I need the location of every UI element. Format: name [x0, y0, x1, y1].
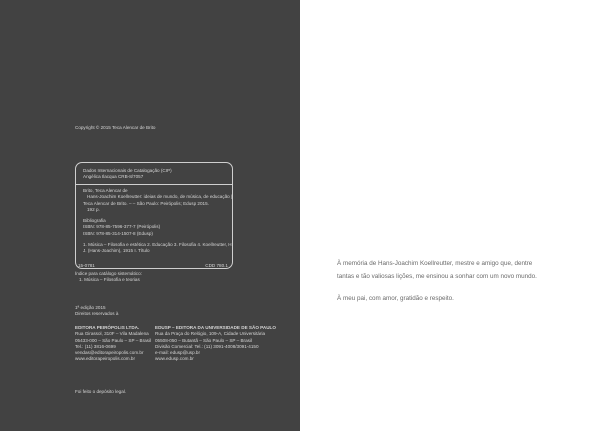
publisher-address: 05433-000 – São Paulo – SP – Brasil	[75, 337, 152, 343]
cip-body	[83, 188, 233, 255]
publisher-email: e-mail: edusp@usp.br	[155, 350, 201, 356]
cip-subjects-line: J. (Hans-Joachim), 1915 I. Título	[83, 248, 150, 254]
publisher-name: EDITORA PEIRÓPOLIS LTDA.	[75, 325, 140, 330]
cip-heading	[83, 168, 172, 181]
cip-class-number: 15-0781	[78, 263, 95, 268]
publisher-address: 05508-050 – Butantã – São Paulo – SP – Brasil	[155, 337, 252, 343]
dedication-page	[300, 0, 600, 431]
cip-divider	[76, 184, 232, 185]
publisher-website: www.edusp.com.br	[155, 356, 194, 362]
dedication-text	[337, 258, 537, 306]
publisher-edusp	[155, 325, 276, 363]
cip-isbn: ISBN: 978-85-314-1507-8 (Edusp)	[83, 230, 153, 236]
index-entry: 1. Música – Filosofia e teorias	[79, 277, 140, 283]
legal-deposit-note: Foi feito o depósito legal.	[75, 389, 127, 394]
publisher-name: EDUSP – EDITORA DA UNIVERSIDADE DE SÃO PAULO	[155, 325, 276, 330]
cip-librarian-line: Angélica Ilacqua CRB-8/7057	[83, 174, 144, 180]
rights-line: Direitos reservados à	[75, 311, 119, 317]
cip-author: Brito, Teca Alencar de	[83, 188, 128, 193]
copyright-notice: Copyright © 2015 Teca Alencar de Brito	[75, 125, 156, 130]
cip-heading-line: Dados Internacionais de Catalogação (CIP)	[83, 168, 172, 173]
systematic-index	[75, 271, 142, 284]
cip-subjects-line: 1. Música – Filosofia e estética 2. Educação 3. Filosofia 4. Koellreutter, H.	[83, 242, 233, 248]
dedication-line: tantas e tão valiosas lições, me ensinou a sonhar com um novo mundo.	[337, 272, 537, 280]
cip-title-line: Teca Alencar de Brito. – – São Paulo: Peirópolis; Edusp 2015.	[83, 200, 209, 206]
publisher-email: vendas@editorapeiropolis.com.br	[75, 350, 144, 356]
publisher-address: Rua Girassol, 310F – Vila Madalena	[75, 331, 149, 337]
dedication-line: À memória de Hans-Joachim Koellreutter, mestre e amigo que, dentre	[337, 260, 533, 267]
cip-pages: 192 p.	[87, 206, 100, 212]
cataloging-record-box	[75, 162, 233, 269]
publisher-address: Rua da Praça do Relógio, 109-A, Cidade Universitária	[155, 331, 266, 337]
edition-line: 1ª edição 2015	[75, 305, 106, 310]
cip-cdd: CDD 780.1	[205, 263, 228, 268]
cip-bibliography: Bibliografia	[83, 218, 106, 224]
publisher-phone: Divisão Comercial: Tel.: (11) 3091-4008/3091-4150	[155, 343, 259, 349]
publisher-phone: Tel.: (11) 3816-0699	[75, 343, 116, 349]
publisher-website: www.editorapeiropolis.com.br	[75, 356, 135, 362]
cip-title-line: Hans-Joachim Koellreutter: ideias de mundo, de música, de educação |	[87, 194, 233, 200]
edition-info	[75, 305, 118, 318]
cip-isbn: ISBN: 978-85-7596-377-7 (Peirópolis)	[83, 224, 161, 230]
index-heading: Índice para catálogo sistemático:	[75, 271, 142, 276]
publisher-peiropolis	[75, 325, 151, 363]
dedication-line: À meu pai, com amor, gratidão e respeito.	[337, 295, 454, 303]
